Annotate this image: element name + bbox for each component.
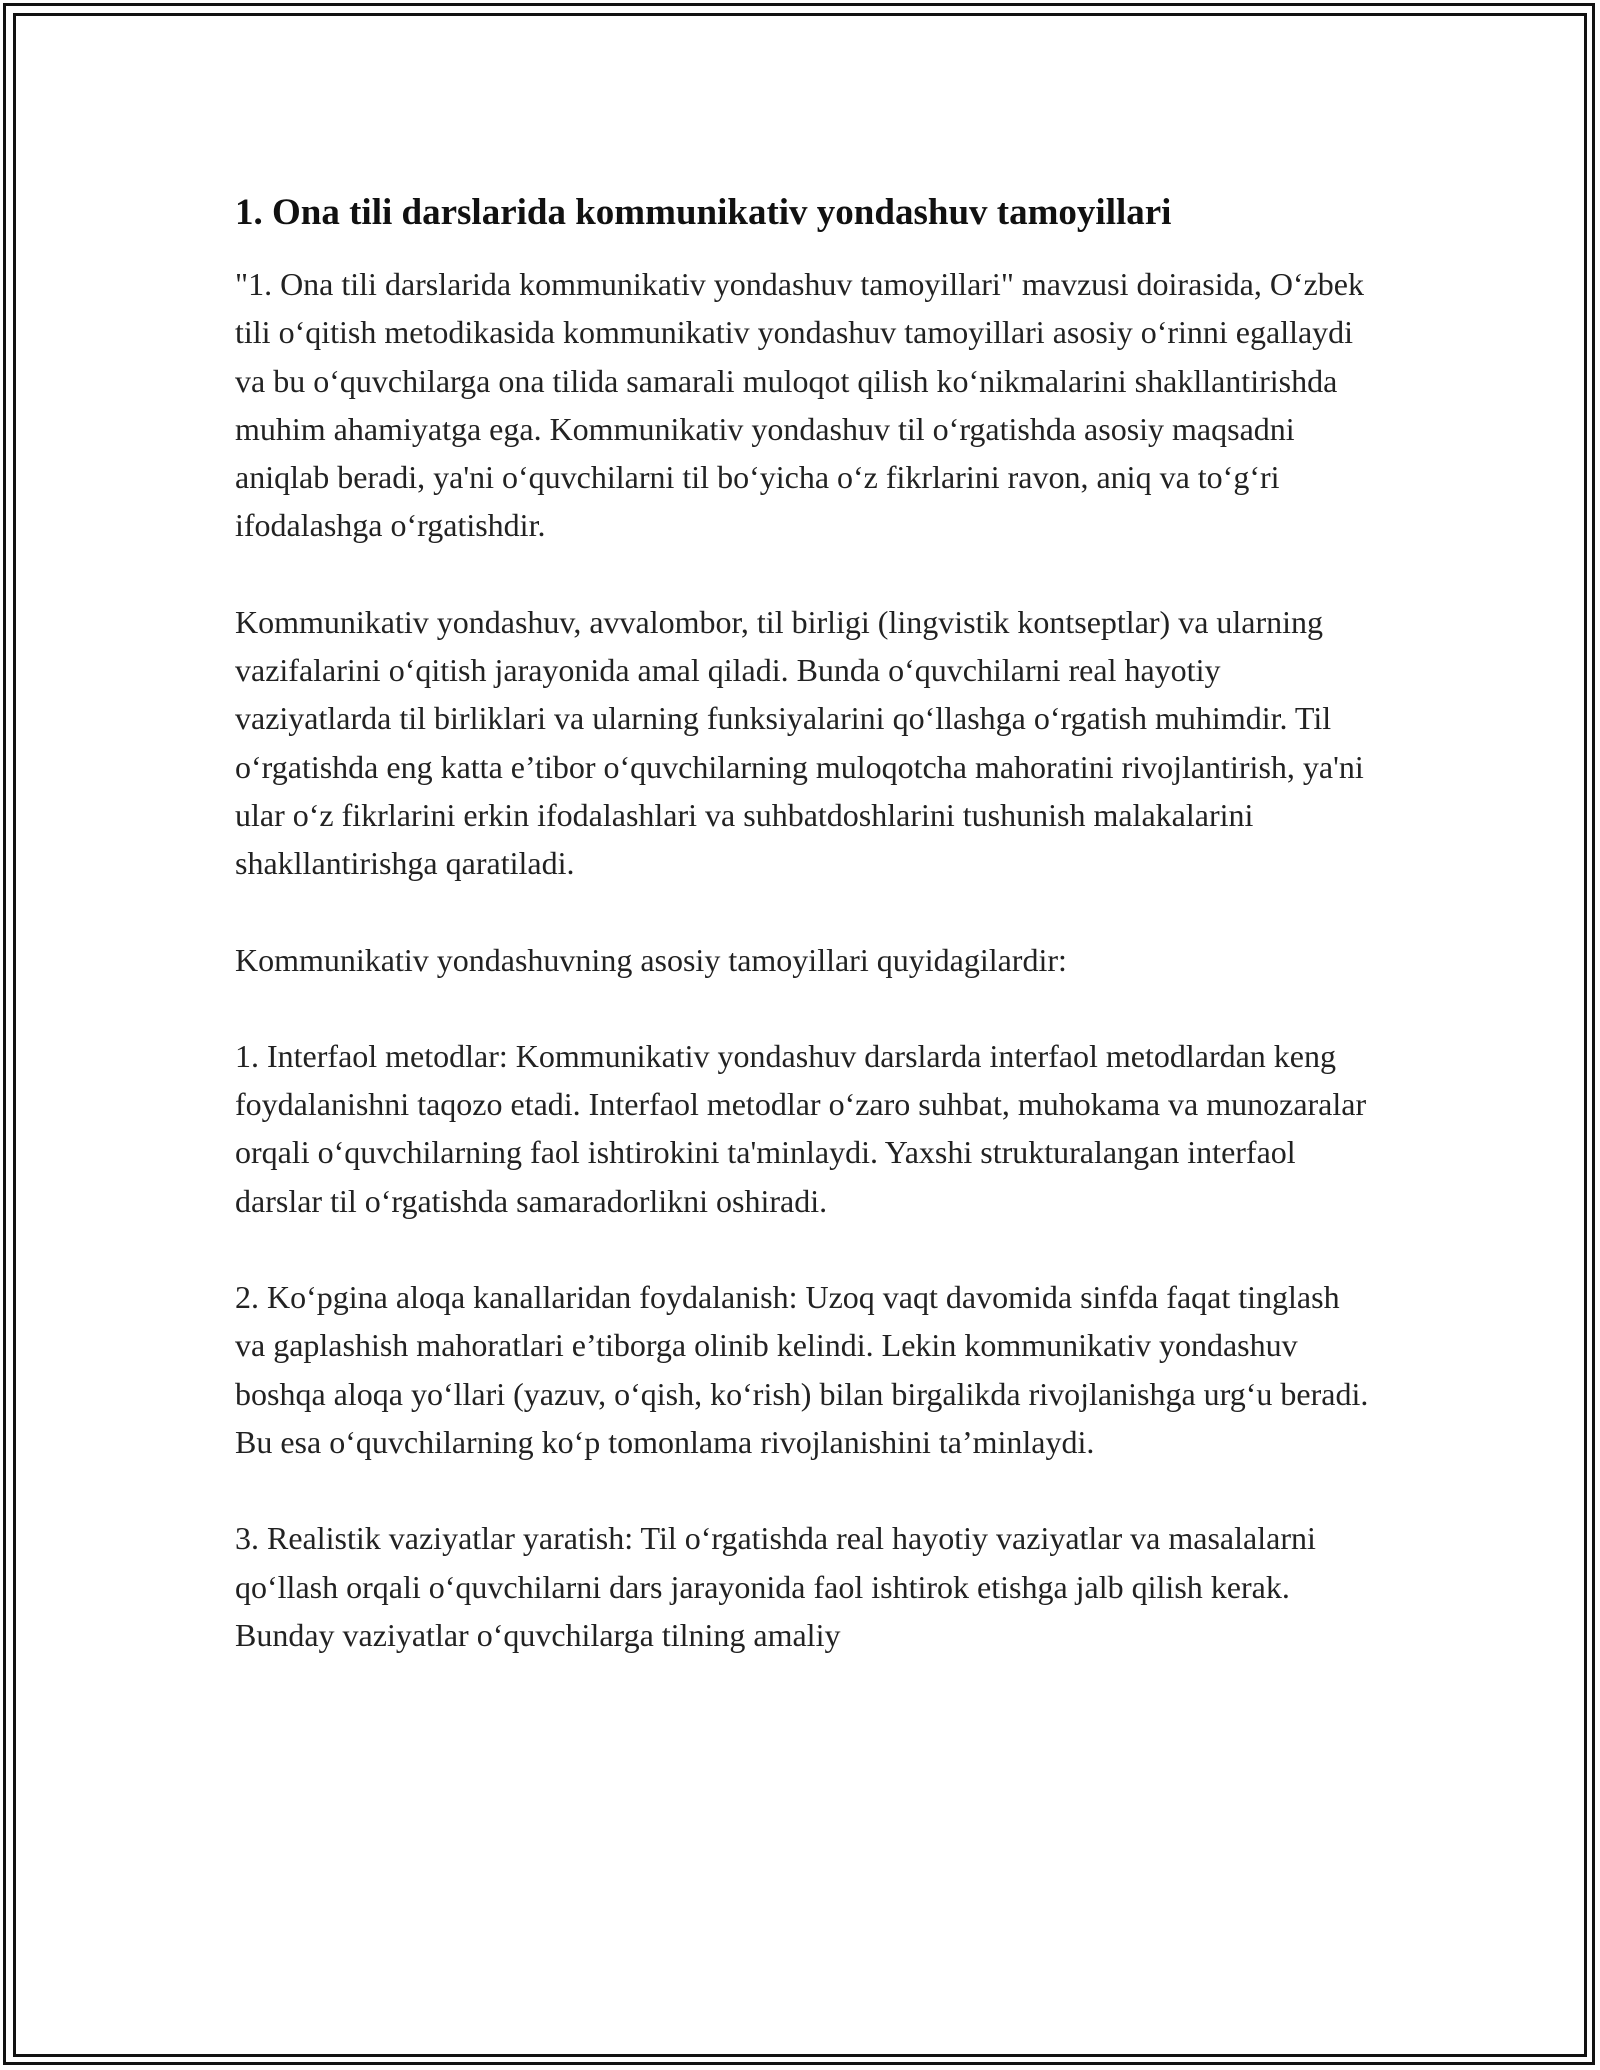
paragraph-intro: "1. Ona tili darslarida kommunikativ yondashuv tamoyillari" mavzusi doirasida, O‘zbek tili o‘qitish metodikasida kommunikativ yondashuv tamoyillari asosiy o‘rinni egallaydi va bu o‘quvchilarga ona tilida samarali muloqot qilish ko‘nikmalarini shakllantirishda muhim ahamiyatga ega. Kommunikativ yondashuv til o‘rgatishda asosiy maqsadni aniqlab beradi, ya'ni o‘quvchilarni til bo‘yicha o‘z fikrlarini ravon, aniq va to‘g‘ri ifodalashga o‘rgatishdir.	[235, 266, 1364, 544]
document-title: 1. Ona tili darslarida kommunikativ yondashuv tamoyillari	[235, 192, 1172, 233]
document-body	[235, 184, 1375, 1707]
paragraph-principle-1: 1. Interfaol metodlar: Kommunikativ yondashuv darslarda interfaol metodlardan keng foydalanishni taqozo etadi. Interfaol metodlar o‘zaro suhbat, muhokama va munozaralar orqali o‘quvchilarning faol ishtirokini ta'minlaydi. Yaxshi strukturalangan interfaol darslar til o‘rgatishda samaradorlikni oshiradi.	[235, 1037, 1367, 1219]
paragraph-principle-3: 3. Realistik vaziyatlar yaratish: Til o‘rgatishda real hayotiy vaziyatlar va masalalarni qo‘llash orqali o‘quvchilarni dars jarayonida faol ishtirok etishga jalb qilish kerak. Bunday vaziyatlar o‘quvchilarga tilning amaliy	[235, 1520, 1316, 1653]
paragraph-principles-lead: Kommunikativ yondashuvning asosiy tamoyillari quyidagilardir:	[235, 941, 1067, 978]
paragraph-principle-2: 2. Ko‘pgina aloqa kanallaridan foydalanish: Uzoq vaqt davomida sinfda faqat tinglash va gaplashish mahoratlari e’tiborga olinib kelindi. Lekin kommunikativ yondashuv boshqa aloqa yo‘llari (yazuv, o‘qish, ko‘rish) bilan birgalikda rivojlanishga urg‘u beradi. Bu esa o‘quvchilarning ko‘p tomonlama rivojlanishini ta’minlaydi.	[235, 1279, 1369, 1460]
paragraph-approach: Kommunikativ yondashuv, avvalombor, til birligi (lingvistik kontseptlar) va ularning vazifalarini o‘qitish jarayonida amal qiladi. Bunda o‘quvchilarni real hayotiy vaziyatlarda til birliklari va ularning funksiyalarini qo‘llashga o‘rgatish muhimdir. Til o‘rgatishda eng katta e’tibor o‘quvchilarning muloqotcha mahoratini rivojlantirish, ya'ni ular o‘z fikrlarini erkin ifodalashlari va suhbatdoshlarini tushunish malakalarini shakllantirishga qaratiladi.	[235, 603, 1364, 882]
